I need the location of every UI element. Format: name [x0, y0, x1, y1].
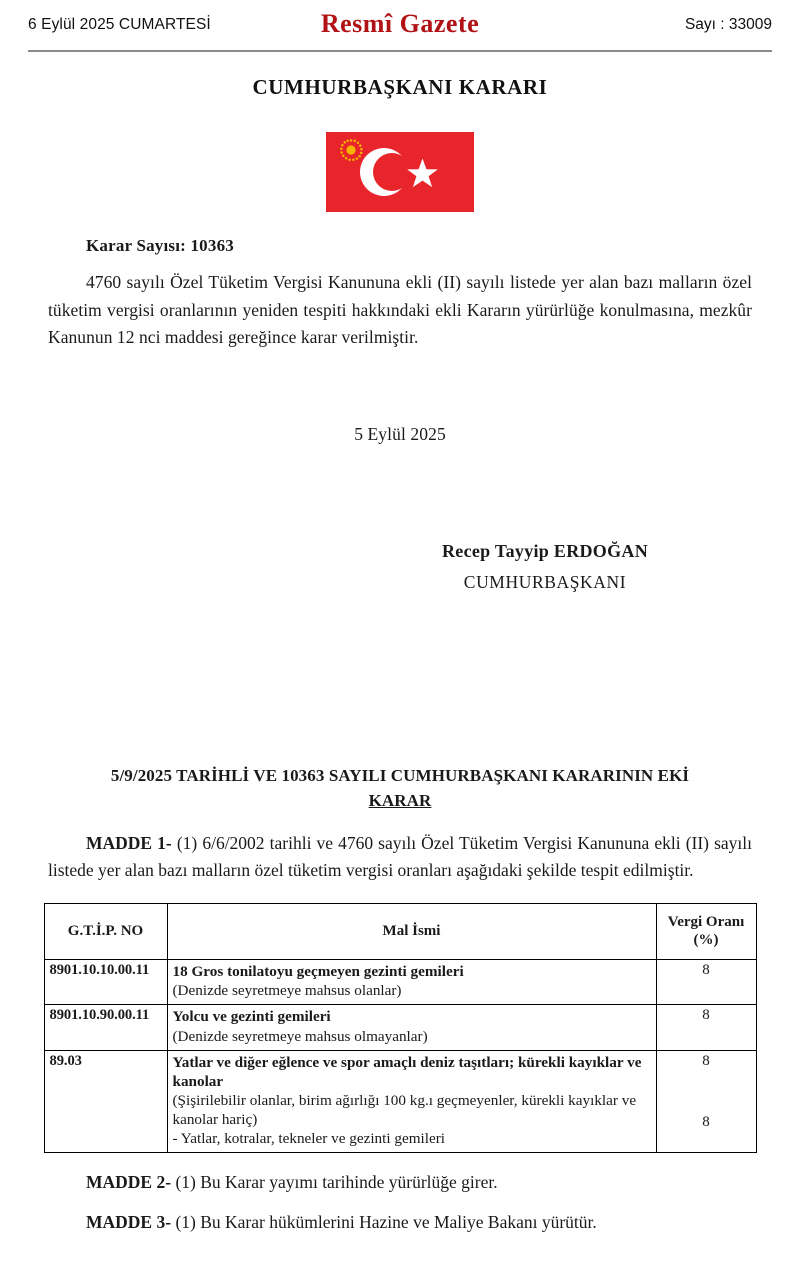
cell-gtip: 8901.10.90.00.11	[44, 1005, 167, 1050]
gazette-name: Resmî Gazete	[320, 9, 480, 38]
gazette-issue-number: Sayı : 33009	[684, 16, 772, 33]
cell-goods-name	[167, 1005, 656, 1050]
article-2	[48, 1172, 752, 1193]
tax-rate-header-line2: (%)	[693, 931, 719, 948]
emblem-container	[0, 132, 800, 212]
page-title: CUMHURBAŞKANI KARARI	[252, 75, 548, 99]
goods-name-note: (Denizde seyretmeye mahsus olmayanlar)	[172, 1027, 428, 1045]
cell-tax-rate	[656, 1050, 756, 1153]
article-1-label: MADDE 1-	[86, 832, 172, 853]
goods-name-note: (Şişirilebilir olanlar, birim ağırlığı 100 kg.ı geçmeyenler, kürekli kayıklar ve kanolar hariç)	[172, 1091, 637, 1129]
decision-number: Karar Sayısı: 10363	[86, 236, 234, 255]
signature-date: 5 Eylül 2025	[354, 423, 446, 444]
document-body	[0, 236, 800, 885]
closing-articles	[0, 1172, 800, 1233]
masthead-divider	[28, 50, 772, 52]
signer-name: Recep Tayyip ERDOĞAN	[441, 540, 649, 561]
tax-rate-header-line1: Vergi Oranı	[667, 913, 745, 930]
annex-heading-line1: 5/9/2025 TARİHLİ VE 10363 SAYILI CUMHURBAŞKANI KARARININ EKİ	[110, 765, 690, 785]
preamble-paragraph: 4760 sayılı Özel Tüketim Vergisi Kanununa ekli (II) sayılı listede yer alan bazı malların özel tüketim vergisi oranlarının yeniden tespiti hakkındaki ekli Kararın yürürlüğe konulmasına, mezkûr Kanunun 12 nci maddesi gereğince karar verilmiştir.	[48, 272, 752, 348]
table-row	[44, 960, 756, 1005]
article-3-text: (1) Bu Karar hükümlerini Hazine ve Maliye Bakanı yürütür.	[171, 1212, 597, 1233]
article-2-label: MADDE 2-	[86, 1172, 172, 1193]
tax-rate-subitem-value: 8	[702, 1113, 710, 1130]
article-2-text: (1) Bu Karar yayımı tarihinde yürürlüğe girer.	[171, 1172, 498, 1193]
cell-gtip: 89.03	[44, 1050, 167, 1153]
table-header-row	[44, 903, 756, 960]
tax-rate-value: 8	[702, 1007, 710, 1024]
table-row	[44, 1005, 756, 1050]
signer-role: CUMHURBAŞKANI	[463, 571, 627, 592]
cell-goods-name	[167, 1050, 656, 1153]
article-1	[48, 830, 752, 885]
masthead	[0, 0, 800, 50]
turkish-flag-emblem	[326, 132, 474, 212]
goods-name-subitem: - Yatlar, kotralar, tekneler ve gezinti gemileri	[172, 1130, 445, 1148]
signature-block	[48, 541, 752, 593]
cell-tax-rate	[656, 1005, 756, 1050]
article-3-label: MADDE 3-	[86, 1212, 172, 1233]
cell-gtip: 8901.10.10.00.11	[44, 960, 167, 1005]
cell-tax-rate	[656, 960, 756, 1005]
tax-rate-value: 8	[702, 962, 710, 979]
table-row	[44, 1050, 756, 1153]
article-3	[48, 1212, 752, 1233]
goods-name-main: Yolcu ve gezinti gemileri	[172, 1008, 331, 1026]
goods-name-main: 18 Gros tonilatoyu geçmeyen gezinti gemileri	[172, 963, 464, 981]
tax-rate-value: 8	[702, 1052, 710, 1069]
column-header-gtip: G.T.İ.P. NO	[44, 903, 167, 960]
goods-name-main: Yatlar ve diğer eğlence ve spor amaçlı deniz taşıtları; kürekli kayıklar ve kanolar	[172, 1053, 642, 1090]
gazette-date: 6 Eylül 2025 CUMARTESİ	[28, 16, 211, 33]
annex-heading-line2: KARAR	[368, 791, 432, 811]
column-header-goods-name: Mal İsmi	[167, 903, 656, 960]
article-1-text: (1) 6/6/2002 tarihli ve 4760 sayılı Özel Tüketim Vergisi Kanununa ekli (II) sayılı listede yer alan bazı malların özel tüketim vergisi oranları aşağıdaki şekilde tespit edilmiştir.	[48, 832, 752, 881]
annex-heading	[48, 763, 752, 814]
excise-tax-rates-table	[44, 903, 757, 1154]
rate-spacer	[662, 1070, 751, 1114]
goods-name-note: (Denizde seyretmeye mahsus olanlar)	[172, 982, 402, 1000]
cell-goods-name	[167, 960, 656, 1005]
column-header-tax-rate	[656, 903, 756, 960]
